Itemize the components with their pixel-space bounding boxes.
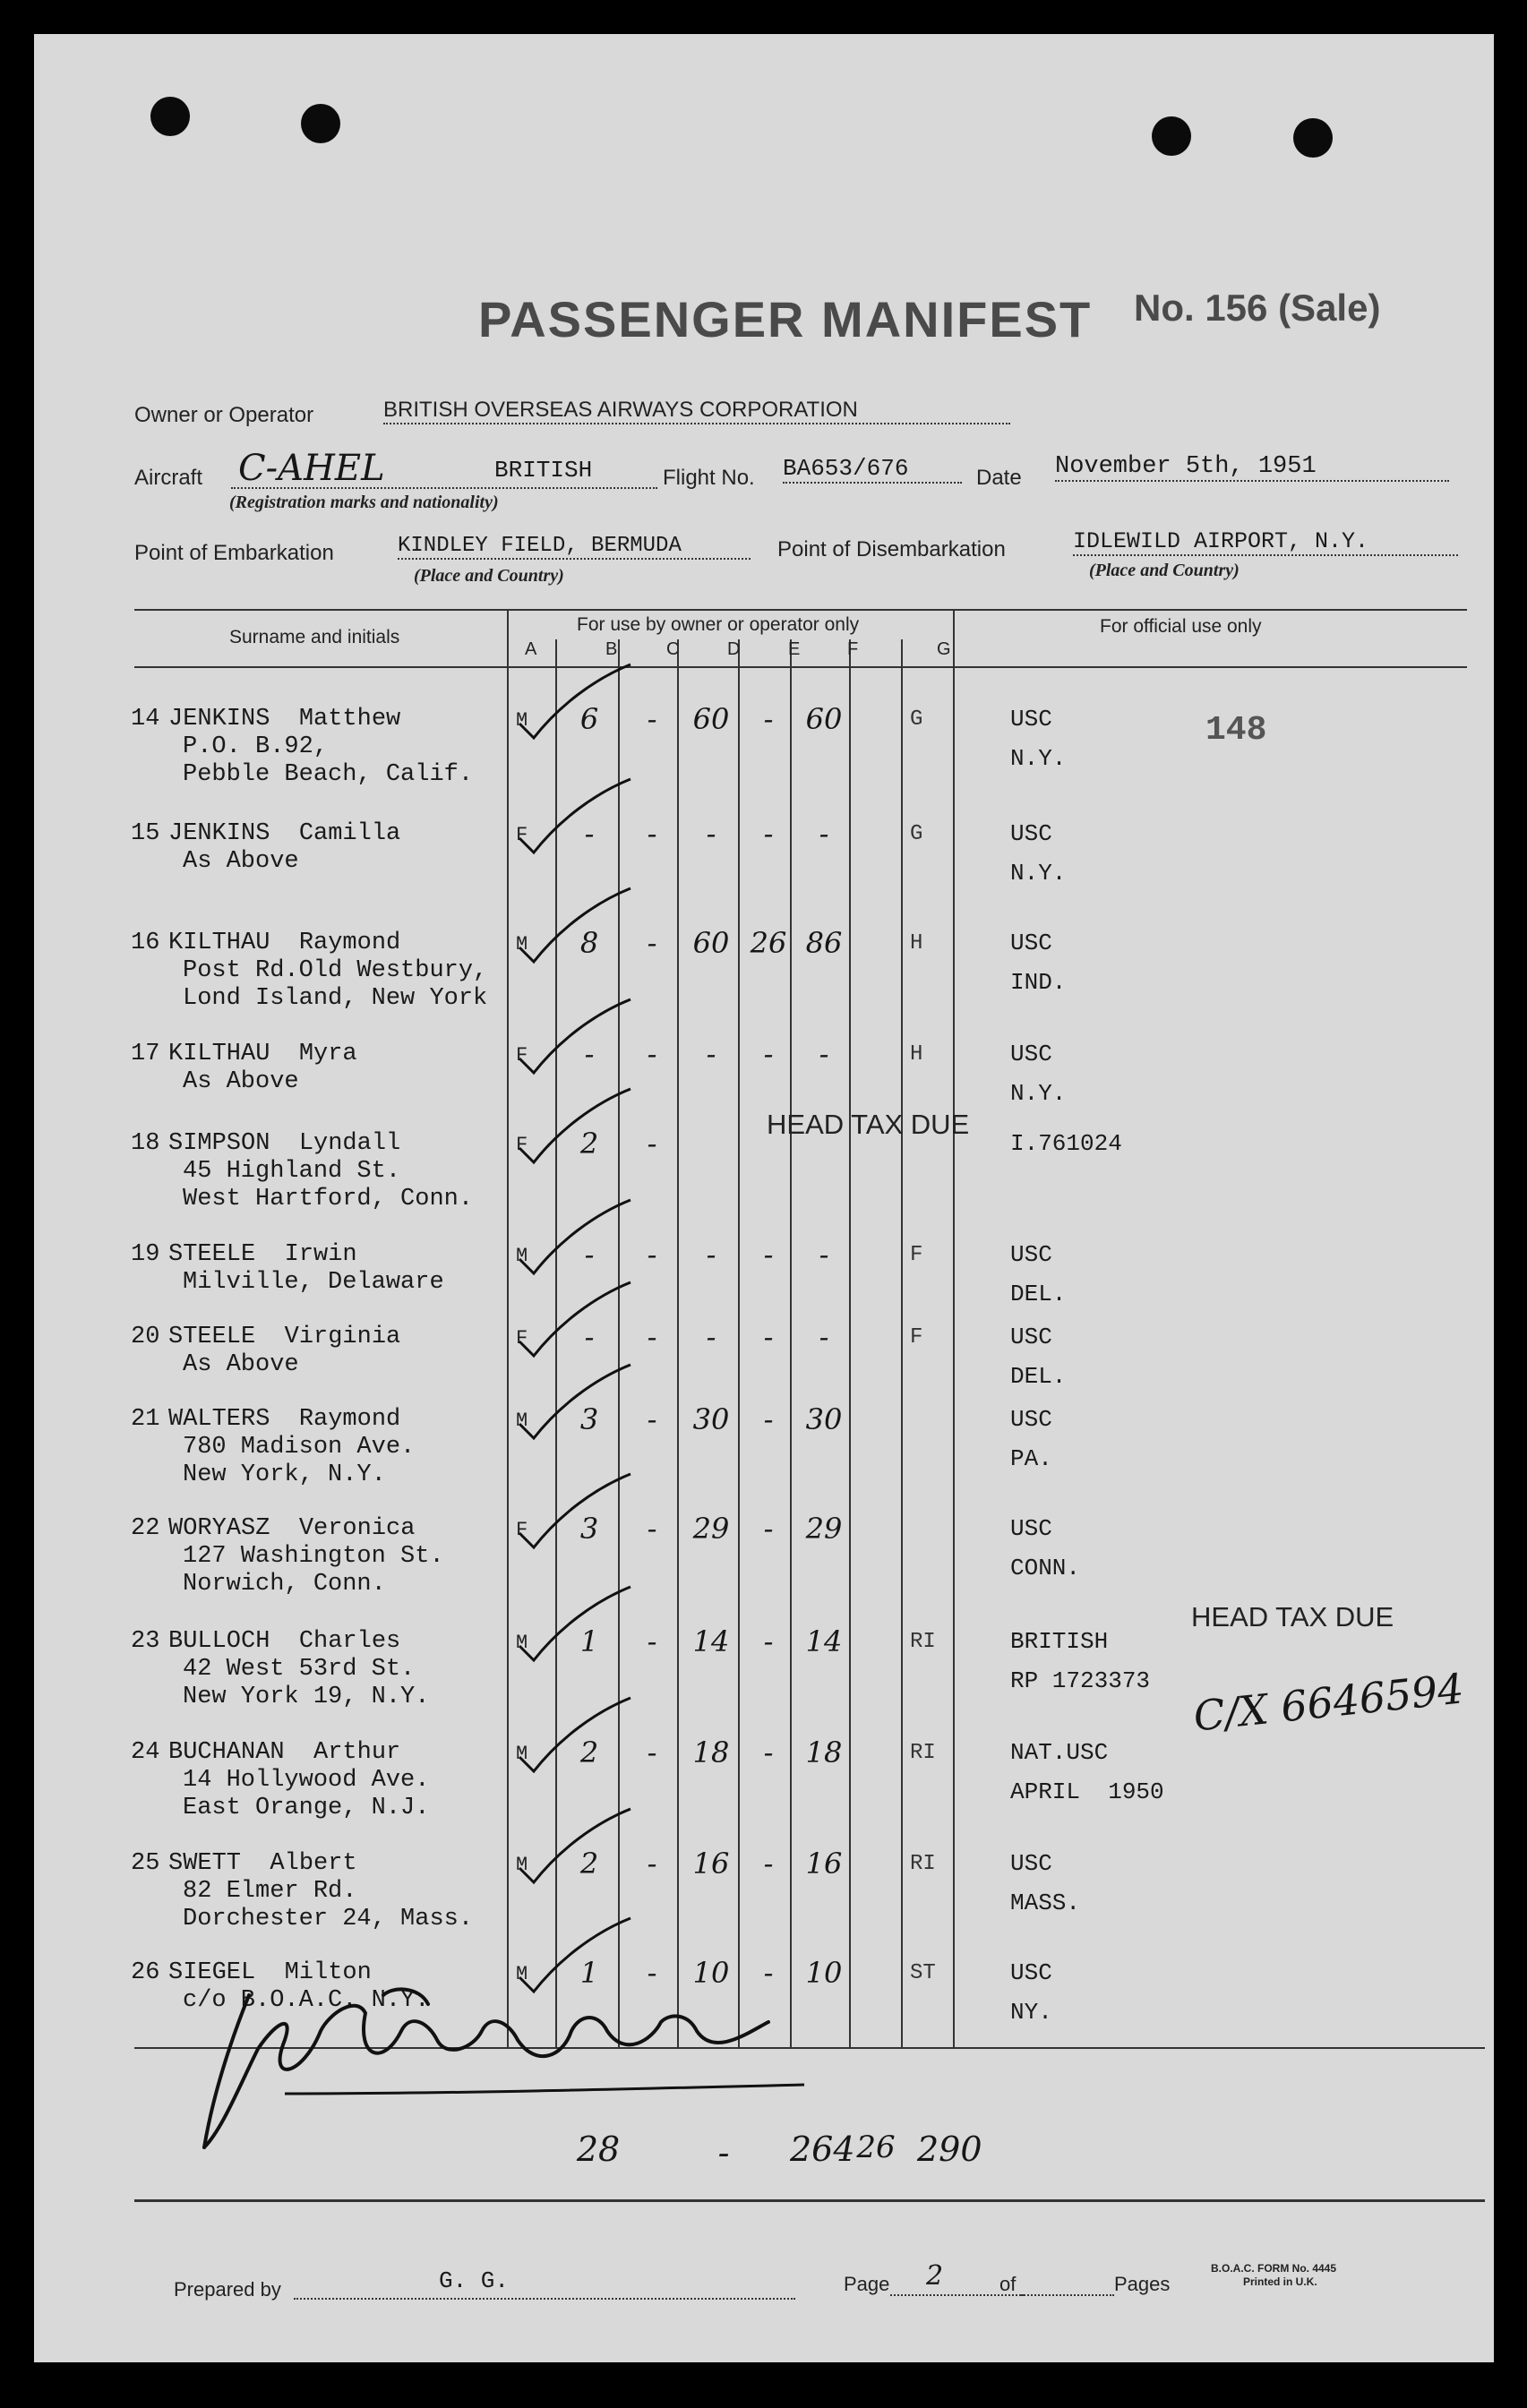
total-d: 264: [790, 2129, 855, 2169]
row-number: 16: [131, 930, 160, 956]
official-line-2: N.Y.: [1010, 745, 1067, 772]
col-f-cell: 16: [805, 1847, 843, 1881]
official-line-1: BRITISH: [1010, 1628, 1109, 1655]
check-mark-icon: [514, 1805, 639, 1886]
sex-cell: F: [516, 1519, 528, 1541]
official-line-2: CONN.: [1010, 1555, 1081, 1581]
flight-number: BA653/676: [783, 455, 962, 484]
prepared-by-label: Prepared by: [174, 2278, 281, 2301]
row-number: 23: [131, 1628, 160, 1655]
total-f: 290: [917, 2129, 982, 2169]
page-number: 2: [926, 2260, 944, 2292]
col-g-cell: RI: [910, 1741, 936, 1765]
passenger-address-2: Dorchester 24, Mass.: [183, 1906, 474, 1932]
passenger-address-2: East Orange, N.J.: [183, 1795, 430, 1821]
official-line-1: USC: [1010, 706, 1052, 733]
sex-cell: M: [516, 933, 528, 955]
sex-cell: F: [516, 824, 528, 846]
official-line-1: USC: [1010, 1406, 1052, 1433]
punch-hole: [150, 97, 190, 136]
sex-cell: F: [516, 1327, 528, 1350]
row-number: 19: [131, 1241, 160, 1268]
col-d-cell: -: [706, 1238, 716, 1272]
official-line-2: DEL.: [1010, 1363, 1067, 1390]
column-divider: [738, 639, 740, 2047]
col-e-cell: -: [763, 1402, 774, 1436]
passenger-name: STEELE Irwin: [168, 1241, 357, 1268]
col-f-cell: 14: [805, 1624, 843, 1658]
embarkation-value: KINDLEY FIELD, BERMUDA: [398, 534, 751, 560]
official-line-1: NAT.USC: [1010, 1739, 1109, 1766]
col-b-cell: 3: [579, 1512, 599, 1546]
official-line-2: DEL.: [1010, 1281, 1067, 1307]
passenger-name: WALTERS Raymond: [168, 1406, 401, 1433]
col-f-cell: 18: [805, 1735, 843, 1770]
col-c-cell: -: [647, 1320, 657, 1354]
official-line-1: USC: [1010, 1241, 1052, 1268]
official-line-2: NY.: [1010, 1999, 1052, 2026]
col-d-cell: 16: [692, 1847, 730, 1881]
passenger-address-2: New York 19, N.Y.: [183, 1684, 430, 1710]
official-line-2: IND.: [1010, 969, 1067, 996]
row-number: 14: [131, 706, 160, 733]
col-c-cell: -: [647, 1735, 657, 1770]
pages-label: Pages: [1114, 2273, 1171, 2295]
col-e-cell: 26: [750, 926, 787, 960]
row-number: 22: [131, 1515, 160, 1542]
col-f-header: F: [847, 639, 859, 659]
manifest-number: No. 156 (Sale): [1134, 287, 1381, 329]
aircraft-label: Aircraft: [134, 466, 203, 490]
check-mark-icon: [514, 1694, 639, 1775]
col-b-cell: 2: [579, 1847, 599, 1881]
flight-date: November 5th, 1951: [1055, 453, 1449, 482]
col-b-cell: 1: [579, 1956, 599, 1990]
col-f-cell: 10: [805, 1956, 843, 1990]
sex-cell: M: [516, 1963, 528, 1985]
table-top-rule: [134, 609, 1467, 611]
col-b-cell: -: [584, 1320, 595, 1354]
official-use-header: For official use only: [1100, 616, 1262, 637]
col-c-cell: -: [647, 1127, 657, 1161]
manifest-sheet: [34, 34, 1494, 2362]
sex-cell: M: [516, 1410, 528, 1432]
col-g-cell: G: [910, 822, 923, 846]
official-line-2: MASS.: [1010, 1890, 1081, 1916]
aircraft-registration: C-AHEL: [238, 448, 385, 489]
official-line-2: N.Y.: [1010, 860, 1067, 887]
passenger-address-1: As Above: [183, 1351, 299, 1378]
total-e: 26: [856, 2129, 896, 2165]
official-line-1: USC: [1010, 1850, 1052, 1877]
col-g-cell: F: [910, 1325, 923, 1350]
of-line: [1021, 2294, 1114, 2296]
col-g-cell: G: [910, 707, 923, 732]
passenger-address-1: 14 Hollywood Ave.: [183, 1767, 430, 1794]
passenger-address-1: 42 West 53rd St.: [183, 1656, 416, 1683]
col-e-cell: -: [763, 1512, 774, 1546]
passenger-address-2: Norwich, Conn.: [183, 1571, 386, 1598]
row-number: 21: [131, 1406, 160, 1433]
passenger-address-2: Pebble Beach, Calif.: [183, 761, 474, 788]
check-mark-icon: [514, 1361, 639, 1442]
col-g-cell: ST: [910, 1961, 936, 1985]
passenger-name: BULLOCH Charles: [168, 1628, 401, 1655]
passenger-address-2: West Hartford, Conn.: [183, 1186, 474, 1213]
passenger-address-1: Post Rd.Old Westbury,: [183, 957, 488, 984]
col-a-header: A: [525, 639, 537, 659]
table-header-rule: [134, 666, 1467, 668]
official-line-1: USC: [1010, 930, 1052, 956]
owner-value: BRITISH OVERSEAS AIRWAYS CORPORATION: [383, 398, 1010, 424]
head-tax-stamp: HEAD TAX DUE: [1191, 1601, 1394, 1632]
row-number: 26: [131, 1959, 160, 1986]
row-number: 17: [131, 1041, 160, 1067]
flight-label: Flight No.: [663, 466, 755, 490]
passenger-name: SIEGEL Milton: [168, 1959, 372, 1986]
col-b-cell: 8: [579, 926, 599, 960]
total-c: -: [717, 2133, 730, 2172]
col-e-cell: -: [763, 1238, 774, 1272]
check-mark-icon: [514, 1085, 639, 1166]
official-line-1: USC: [1010, 1959, 1052, 1986]
passenger-name: STEELE Virginia: [168, 1324, 401, 1350]
passenger-name: SIMPSON Lyndall: [168, 1130, 401, 1157]
col-c-cell: -: [647, 1847, 657, 1881]
col-b-cell: -: [584, 1238, 595, 1272]
passenger-address-1: 780 Madison Ave.: [183, 1434, 416, 1461]
col-c-cell: -: [647, 817, 657, 851]
check-mark-icon: [514, 1196, 639, 1277]
sex-cell: F: [516, 1044, 528, 1067]
page-label: Page: [844, 2273, 890, 2295]
punch-hole: [1152, 116, 1191, 156]
sex-cell: M: [516, 1245, 528, 1267]
aircraft-underline: [231, 487, 657, 489]
col-e-header: E: [788, 639, 801, 659]
check-mark-icon: [514, 1470, 639, 1551]
official-line-1: USC: [1010, 1324, 1052, 1350]
col-c-cell: -: [647, 1956, 657, 1990]
col-f-cell: -: [819, 1037, 829, 1071]
col-b-header: B: [605, 639, 618, 659]
passenger-address-1: 82 Elmer Rd.: [183, 1878, 357, 1905]
col-e-cell: -: [763, 1624, 774, 1658]
col-b-cell: -: [584, 817, 595, 851]
punch-hole: [301, 104, 340, 143]
col-c-cell: -: [647, 1238, 657, 1272]
col-e-cell: -: [763, 1037, 774, 1071]
official-line-1: USC: [1010, 1041, 1052, 1067]
passenger-name: WORYASZ Veronica: [168, 1515, 416, 1542]
disembarkation-label: Point of Disembarkation: [777, 537, 1006, 561]
col-f-cell: -: [819, 1238, 829, 1272]
check-mark-icon: [514, 1279, 639, 1359]
of-label: of: [999, 2273, 1017, 2295]
punch-hole: [1293, 118, 1333, 158]
col-e-cell: -: [763, 1956, 774, 1990]
col-f-cell: -: [819, 1320, 829, 1354]
check-mark-icon: [514, 1583, 639, 1664]
official-line-1: USC: [1010, 820, 1052, 847]
sex-cell: M: [516, 709, 528, 732]
col-b-cell: 2: [579, 1127, 599, 1161]
col-d-cell: 60: [692, 702, 730, 736]
col-d-header: D: [727, 639, 741, 659]
passenger-address-1: 45 Highland St.: [183, 1158, 401, 1185]
aircraft-sublabel: (Registration marks and nationality): [229, 493, 499, 512]
col-d-cell: 10: [692, 1956, 730, 1990]
check-mark-icon: [514, 661, 639, 741]
col-d-cell: 30: [692, 1402, 730, 1436]
col-g-cell: H: [910, 1042, 923, 1067]
passenger-name: JENKINS Camilla: [168, 820, 401, 847]
passenger-address-1: As Above: [183, 1068, 299, 1095]
col-b-cell: 6: [579, 702, 599, 736]
col-c-cell: -: [647, 1402, 657, 1436]
passenger-name: BUCHANAN Arthur: [168, 1739, 401, 1766]
col-d-cell: -: [706, 817, 716, 851]
col-e-cell: -: [763, 1735, 774, 1770]
col-b-cell: 3: [579, 1402, 599, 1436]
check-mark-icon: [514, 996, 639, 1076]
form-number: B.O.A.C. FORM No. 4445: [1211, 2262, 1337, 2275]
page-title: PASSENGER MANIFEST: [478, 291, 1093, 347]
col-b-cell: -: [584, 1037, 595, 1071]
col-c-cell: -: [647, 926, 657, 960]
col-b-cell: 1: [579, 1624, 599, 1658]
passenger-address-2: Lond Island, New York: [183, 985, 488, 1012]
passenger-name: KILTHAU Raymond: [168, 930, 401, 956]
head-tax-stamp: HEAD TAX DUE: [767, 1109, 970, 1140]
owner-label: Owner or Operator: [134, 403, 314, 427]
col-g-header: G: [937, 639, 951, 659]
col-e-cell: -: [763, 1320, 774, 1354]
col-g-cell: F: [910, 1243, 923, 1267]
official-line-2: RP 1723373: [1010, 1667, 1151, 1694]
official-line-2: PA.: [1010, 1445, 1052, 1472]
check-mark-icon: [514, 885, 639, 965]
col-c-cell: -: [647, 1037, 657, 1071]
col-b-cell: 2: [579, 1735, 599, 1770]
col-g-cell: RI: [910, 1630, 936, 1654]
col-c-cell: -: [647, 702, 657, 736]
aircraft-nationality: BRITISH: [494, 457, 593, 484]
col-d-cell: -: [706, 1320, 716, 1354]
col-c-cell: -: [647, 1624, 657, 1658]
official-line-2: APRIL 1950: [1010, 1778, 1164, 1805]
passenger-name: KILTHAU Myra: [168, 1041, 357, 1067]
official-line-2: N.Y.: [1010, 1080, 1067, 1107]
owner-use-header: For use by owner or operator only: [577, 614, 860, 635]
col-e-cell: -: [763, 702, 774, 736]
passenger-name: SWETT Albert: [168, 1850, 357, 1877]
col-c-cell: -: [647, 1512, 657, 1546]
passenger-address-1: Milville, Delaware: [183, 1269, 444, 1296]
row-number: 24: [131, 1739, 160, 1766]
column-divider: [507, 611, 509, 2047]
col-g-cell: RI: [910, 1852, 936, 1876]
col-d-cell: 18: [692, 1735, 730, 1770]
surname-header: Surname and initials: [229, 627, 400, 647]
disembarkation-sublabel: (Place and Country): [1089, 561, 1240, 580]
col-c-header: C: [666, 639, 680, 659]
check-mark-icon: [514, 776, 639, 856]
column-divider: [953, 611, 955, 2047]
row-number: 18: [131, 1130, 160, 1157]
total-b: 28: [576, 2129, 621, 2169]
disembarkation-value: IDLEWILD AIRPORT, N.Y.: [1073, 528, 1458, 556]
column-divider: [901, 639, 903, 2047]
official-line-1: I.761024: [1010, 1130, 1122, 1157]
sex-cell: M: [516, 1632, 528, 1654]
passenger-address-2: New York, N.Y.: [183, 1461, 386, 1488]
row-number: 25: [131, 1850, 160, 1877]
col-g-cell: H: [910, 931, 923, 955]
col-d-cell: -: [706, 1037, 716, 1071]
col-f-cell: -: [819, 817, 829, 851]
passenger-address-1: P.O. B.92,: [183, 733, 329, 760]
passenger-address-1: 127 Washington St.: [183, 1543, 444, 1570]
official-line-1: USC: [1010, 1515, 1052, 1542]
passenger-address-1: As Above: [183, 848, 299, 875]
passenger-name: JENKINS Matthew: [168, 706, 401, 733]
col-d-cell: 14: [692, 1624, 730, 1658]
passenger-address-1: c/o B.O.A.C. N.Y.: [183, 1987, 430, 2014]
row-number: 20: [131, 1324, 160, 1350]
col-f-cell: 60: [805, 702, 843, 736]
prepared-by-line: [294, 2298, 795, 2300]
embarkation-label: Point of Embarkation: [134, 541, 334, 565]
row-number: 15: [131, 820, 160, 847]
sex-cell: M: [516, 1743, 528, 1765]
col-e-cell: -: [763, 817, 774, 851]
col-d-cell: 60: [692, 926, 730, 960]
sex-cell: F: [516, 1134, 528, 1156]
col-e-cell: -: [763, 1847, 774, 1881]
official-total: 148: [1205, 711, 1267, 750]
prepared-by-value: G. G.: [439, 2267, 510, 2294]
sex-cell: M: [516, 1854, 528, 1876]
col-d-cell: 29: [692, 1512, 730, 1546]
totals-rule: [134, 2199, 1485, 2202]
date-label: Date: [976, 466, 1022, 490]
handwritten-note: C/X 6646594: [1191, 1664, 1466, 1741]
embarkation-sublabel: (Place and Country): [414, 566, 564, 586]
col-f-cell: 86: [805, 926, 843, 960]
col-f-cell: 30: [805, 1402, 843, 1436]
col-f-cell: 29: [805, 1512, 843, 1546]
form-printed: Printed in U.K.: [1243, 2275, 1317, 2288]
